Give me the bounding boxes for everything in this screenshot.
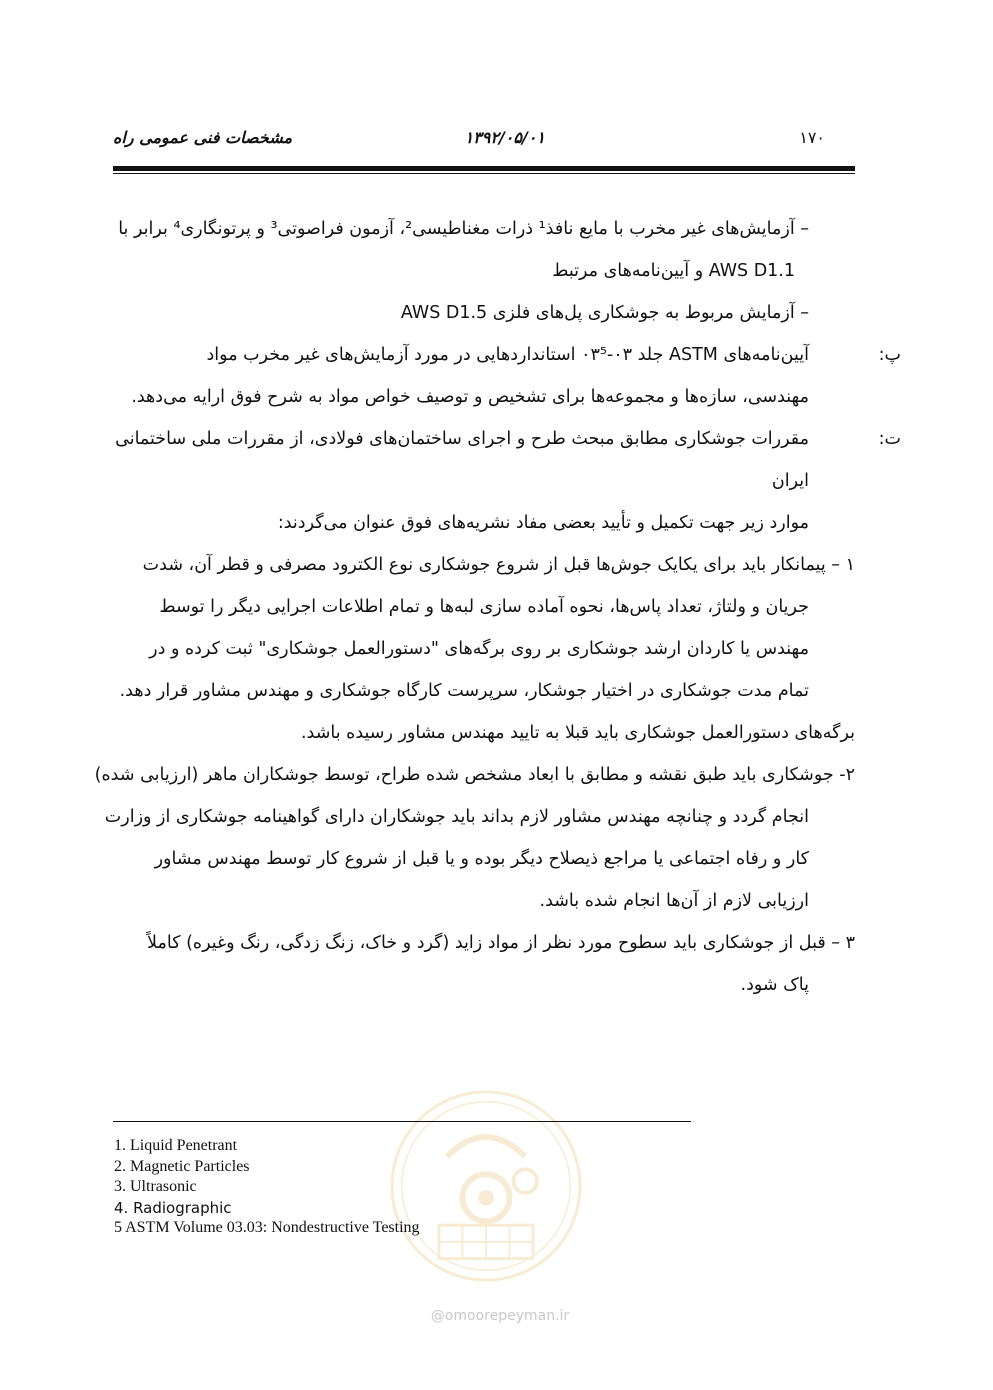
header-rule-thick	[113, 166, 855, 171]
watermark-url: @omoorepeyman.ir	[430, 1308, 570, 1324]
footnote: 3. Ultrasonic	[114, 1178, 197, 1195]
item-text-continued: مهندسی، سازه‌ها و مجموعه‌ها برای تشخیص و توصیف خواص مواد به شرح فوق ارایه می‌دهد.	[131, 387, 809, 407]
numbered-item-2-continued: انجام گردد و چنانچه مهندس مشاور لازم بداند باید جوشکاران دارای گواهینامه جوشکاری از وزارت	[104, 807, 809, 827]
numbered-item-1: ۱ – پیمانکار باید برای یکایک جوش‌ها قبل از شروع جوشکاری نوع الکترود مصرفی و قطر آن، شدت	[142, 555, 855, 575]
document-body	[94, 208, 901, 1006]
numbered-item-1-continued: تمام مدت جوشکاری در اختیار جوشکار، سرپرست کارگاه جوشکاری و مهندس مشاور قرار دهد.	[119, 681, 809, 701]
list-item-p	[113, 334, 901, 376]
header-date: ۱۳۹۲/۰۵/۰۱	[464, 128, 545, 147]
footnote: 4. Radiographic	[114, 1198, 232, 1217]
item-marker: ت:	[878, 429, 901, 449]
item-marker: پ:	[878, 345, 901, 365]
numbered-item-1-continued: جریان و ولتاژ، تعداد پاس‌ها، نحوه آماده سازی لبه‌ها و تمام اطلاعات اجرایی دیگر را توسط	[159, 597, 809, 617]
page-header	[113, 128, 855, 158]
numbered-item-1-continued: مهندس یا کاردان ارشد جوشکاری بر روی برگه‌های "دستورالعمل جوشکاری" ثبت کرده و در	[149, 639, 809, 659]
footnote: 2. Magnetic Particles	[114, 1157, 250, 1175]
numbered-item-3-continued: پاک شود.	[740, 975, 809, 995]
header-title: مشخصات فنی عمومی راه	[113, 128, 293, 147]
numbered-item-3: ۳ – قبل از جوشکاری باید سطوح مورد نظر از مواد زاید (گرد و خاک، زنگ زدگی، رنگ وغیره) کاملاً	[147, 933, 855, 953]
bullet-line: AWS D1.1 و آیین‌نامه‌های مرتبط	[552, 261, 795, 281]
item-text: آیین‌نامه‌های ASTM جلد ۰۳-۰۳⁵ استانداردهایی در مورد آزمایش‌های غیر مخرب مواد	[206, 345, 809, 365]
item-text: مقررات جوشکاری مطابق مبحث طرح و اجرای ساختمان‌های فولادی، از مقررات ملی ساختمانی	[115, 429, 809, 449]
numbered-item-2-continued: ارزیابی لازم از آن‌ها انجام شده باشد.	[539, 891, 809, 911]
numbered-item-2-continued: کار و رفاه اجتماعی یا مراجع ذیصلاح دیگر بوده و یا قبل از شروع کار توسط مهندس مشاور	[154, 849, 809, 869]
header-rule-thin	[113, 173, 855, 174]
item-text-continued: ایران	[771, 471, 809, 491]
numbered-item-1-note: برگه‌های دستورالعمل جوشکاری باید قبلا به تایید مهندس مشاور رسیده باشد.	[300, 723, 855, 743]
numbered-item-2: ۲- جوشکاری باید طبق نقشه و مطابق با ابعاد مشخص شده طراح، توسط جوشکاران ماهر (ارزیابی شده)	[94, 765, 855, 785]
footnote-rule	[113, 1121, 691, 1122]
page-number: ۱۷۰	[799, 128, 825, 147]
footnotes	[114, 1136, 420, 1239]
bullet-line: – آزمایش مربوط به جوشکاری پل‌های فلزی AWS D1.5	[400, 303, 809, 323]
list-item-t	[113, 418, 901, 460]
bullet-line: – آزمایش‌های غیر مخرب با مایع نافذ¹ ذرات مغناطیسی²، آزمون فراصوتی³ و پرتونگاری⁴ برابر با	[118, 219, 809, 239]
footnote: 1. Liquid Penetrant	[114, 1137, 238, 1154]
intro-paragraph: موارد زیر جهت تکمیل و تأیید بعضی مفاد نشریه‌های فوق عنوان می‌گردند:	[277, 513, 809, 533]
footnote: 5 ASTM Volume 03.03: Nondestructive Testing	[114, 1219, 420, 1236]
